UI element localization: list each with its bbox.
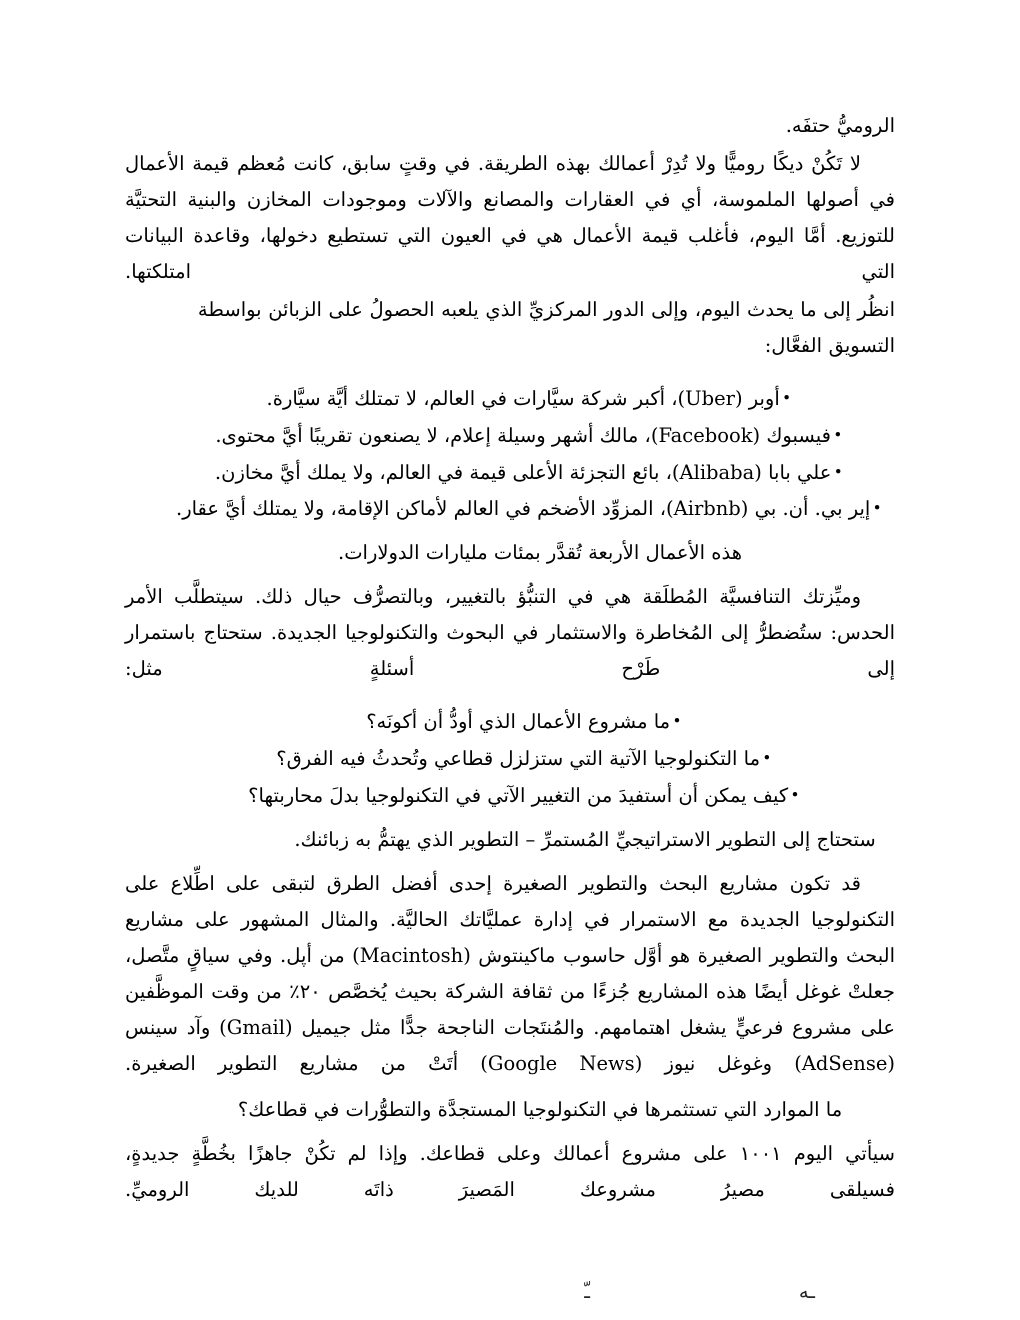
paragraph-3: وميِّزتك التنافسيَّة المُطلَقة هي في التنبُّؤ بالتغيير، وبالتصرُّف حيال ذلك. سيتطلَّب الأمر الحدس: ستُضطرُّ إلى المُخاطرة والاستثمار في البحوث والتكنولوجيا الجديدة. ستحتاج باستمرار إلى طَرْح أسئلةٍ مثل: <box>125 585 895 681</box>
list-item <box>125 454 895 491</box>
bullet-icon: • <box>872 499 882 518</box>
clipped-glyph-fragment: ـّ <box>584 1280 590 1303</box>
list-item <box>125 703 895 740</box>
strategic-questions-list <box>125 703 895 813</box>
list-item <box>125 380 895 417</box>
bullet-icon: • <box>790 785 800 804</box>
list-item-text: كيف يمكن أن أستفيدَ من التغيير الآتي في التكنولوجيا بدلَ محاربتها؟ <box>248 783 789 807</box>
list-item <box>125 490 895 527</box>
bullet-icon: • <box>833 462 843 481</box>
paragraph-1: لا تَكُنْ ديكًا روميًّا ولا تُدِرْ أعمالك بهذه الطريقة. في وقتٍ سابق، كانت مُعظم قيمة الأعمال في أصولها الملموسة، أي في العقارات والمصانع والآلات وموجودات المخازن والبنية التحتيَّة للتوزيع. أمَّا اليوم، فأغلب قيمة الأعمال هي في العيون التي تستطيع دخولها، وقاعدة البيانات التي امتلكتها. <box>125 152 895 283</box>
line-strategic-development: ستحتاج إلى التطوير الاستراتيجيِّ المُستمرِّ – التطوير الذي يهتمُّ به زبائنك. <box>294 827 876 851</box>
list-item-text: فيسبوك (Facebook)، مالك أشهر وسيلة إعلام، لا يصنعون تقريبًا أيَّ محتوى. <box>215 423 831 447</box>
list-item-text: أوبر (Uber)، أكبر شركة سيَّارات في العالم، لا تمتلك أيَّة سيَّارة. <box>266 386 780 410</box>
paragraph-5-closing: سيأتي اليوم ١٠٠١ على مشروع أعمالك وعلى قطاعك. وإذا لم تكُنْ جاهزًا بخُطَّةٍ جديدةٍ، فسيلقى مصيرُ مشروعك المَصيرَ ذاتَه للديك الروميِّ. <box>125 1141 895 1201</box>
spacer <box>125 1084 895 1092</box>
spacer <box>125 858 895 866</box>
line-valuation-billions: هذه الأعمال الأربعة تُقدَّر بمئات مليارات الدولارات. <box>338 541 742 565</box>
spacer <box>125 366 895 380</box>
list-item-text: ما التكنولوجيا الآتية التي ستزلزل قطاعي وتُحدثُ فيه الفرق؟ <box>276 746 761 770</box>
orphan-continuation-line: الروميُّ حتفَه. <box>785 114 895 137</box>
bullet-icon: • <box>782 389 792 407</box>
list-item-text: ما مشروع الأعمال الذي أودُّ أن أكونَه؟ <box>366 710 671 734</box>
spacer <box>125 689 895 703</box>
bullet-icon: • <box>762 749 772 768</box>
line-resources-question: ما الموارد التي تستثمرها في التكنولوجيا المستجدَّة والتطوُّرات في قطاعك؟ <box>237 1097 843 1121</box>
list-item-text: علي بابا (Alibaba)، بائع التجزئة الأعلى قيمة في العالم، ولا يملك أيَّ مخازن. <box>214 460 832 484</box>
paragraph-4-research-development: قد تكون مشاريع البحث والتطوير الصغيرة إحدى أفضل الطرق لتبقى على اطِّلاع على التكنولوجيا الجديدة مع الاستمرار في إدارة عمليَّاتك الحاليَّة. والمثال المشهور على مشاريع البحث والتطوير الصغيرة هو أوَّل حاسوب ماكينتوش (Macintosh) من أپل. وفي سياقٍ متَّصل، جعلتْ غوغل أيضًا هذه المشاريع جُزءًا من ثقافة الشركة بحيث يُخصَّص ٢٠٪ من وقت الموظَّفين على مشروع فرعيٍّ يشغل اهتمامهم. والمُنتَجات الناجحة جدًّا مثل جيميل (Gmail) وآد سينس (AdSense) وغوغل نيوز (Google News) أتَتْ من مشاريع التطوير الصغيرة. <box>125 871 896 1075</box>
list-item <box>125 740 895 777</box>
spacer <box>125 814 895 822</box>
bullet-icon: • <box>672 712 682 731</box>
spacer <box>125 571 895 579</box>
bullet-icon: • <box>833 425 843 444</box>
spacer <box>125 1128 895 1136</box>
spacer <box>125 527 895 535</box>
list-item-text: إير بي. أن. بي (Airbnb)، المزوِّد الأضخم في العالم لأماكن الإقامة، ولا يمتلك أيَّ عقار. <box>176 497 871 521</box>
page-content <box>125 108 895 1210</box>
company-examples-list <box>125 380 895 527</box>
list-item <box>125 777 895 814</box>
paragraph-2-list-intro: انظُر إلى ما يحدث اليوم، وإلى الدور المركزيِّ الذي يلعبه الحصولُ على الزبائن بواسطة التسويق الفعَّال: <box>197 298 895 357</box>
list-item <box>125 417 895 454</box>
clipped-glyph-fragment: ـه <box>798 1280 815 1303</box>
clipped-next-line <box>0 1280 1020 1320</box>
